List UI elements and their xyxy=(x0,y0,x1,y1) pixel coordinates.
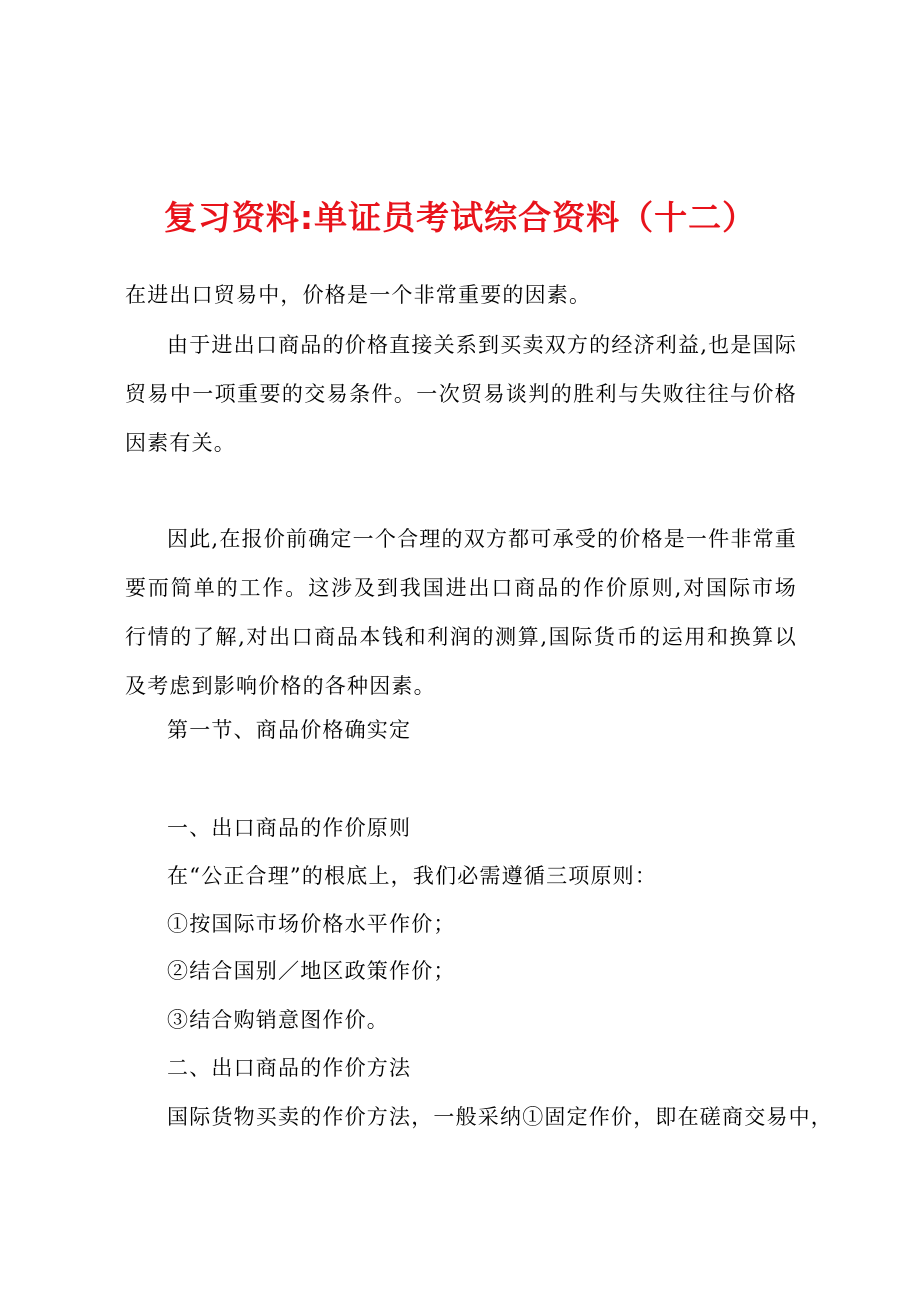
subheading-pricing-principles: 一、出口商品的作价原则 xyxy=(167,816,412,840)
document-title: 复习资料:单证员考试综合资料（十二） xyxy=(163,198,757,237)
paragraph-pricing-methods: 国际货物买卖的作价方法，一般采纳①固定作价，即在磋商交易中， xyxy=(167,1105,833,1129)
list-item-principle-2: ②结合国别／地区政策作价； xyxy=(167,959,456,983)
paragraph-intro: 在进出口贸易中，价格是一个非常重要的因素。 xyxy=(125,283,592,307)
paragraph-principles-intro: 在“公正合理”的根底上，我们必需遵循三项原则： xyxy=(167,864,658,888)
section-heading-1: 第一节、商品价格确实定 xyxy=(167,718,412,742)
list-item-principle-1: ①按国际市场价格水平作价； xyxy=(167,912,456,936)
list-item-principle-3: ③结合购销意图作价。 xyxy=(167,1008,389,1032)
paragraph-price-importance: 由于进出口商品的价格直接关系到买卖双方的经济利益,也是国际贸易中一项重要的交易条件。一次贸易谈判的胜利与失败往往与价格因素有关。 xyxy=(125,333,797,455)
paragraph-pricing-work: 因此,在报价前确定一个合理的双方都可承受的价格是一件非常重要而简单的工作。这涉及到我国进出口商品的作价原则,对国际市场行情的了解,对出口商品本钱和利润的测算,国际货币的运用和换算以及考虑到影响价格的各种因素。 xyxy=(125,527,797,698)
subheading-pricing-methods: 二、出口商品的作价方法 xyxy=(167,1056,412,1080)
